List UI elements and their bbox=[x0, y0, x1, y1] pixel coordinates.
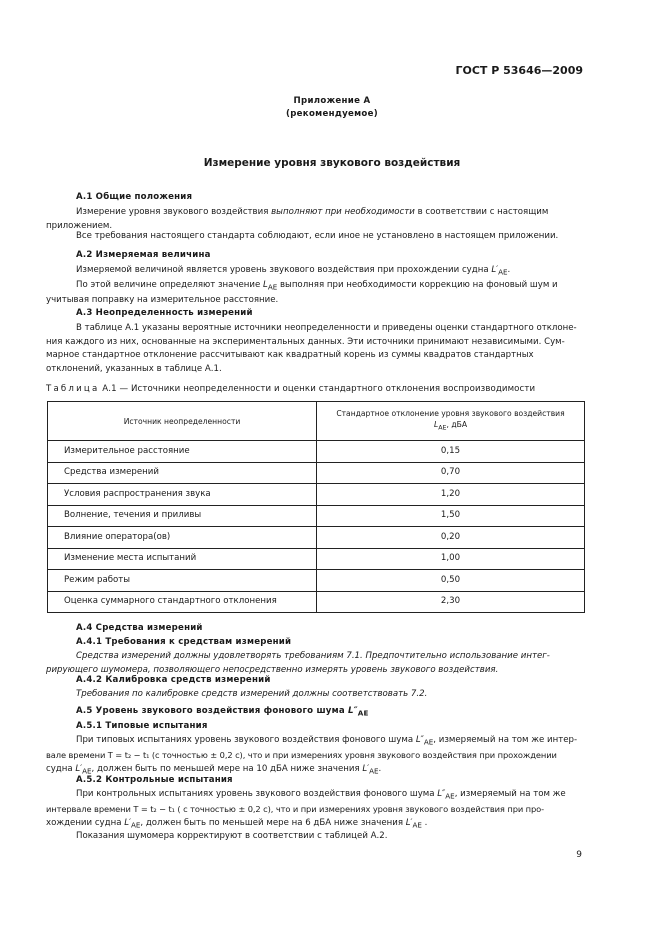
text-run: судна bbox=[46, 763, 76, 774]
subscript: AE bbox=[267, 282, 278, 292]
cell-source: Волнение, течения и приливы bbox=[48, 505, 317, 527]
table-caption bbox=[46, 383, 535, 397]
subscript: AE bbox=[369, 766, 379, 776]
closing-paragraph: Показания шумомера корректируют в соответствии с таблицей А.2. bbox=[76, 831, 388, 841]
uncertainty-table bbox=[47, 401, 585, 613]
caption-text: А.1 — Источники неопределенности и оценки стандартного отклонения воспроизводимости bbox=[99, 384, 536, 394]
cell-source: Измерительное расстояние bbox=[48, 441, 317, 463]
text-run: выполняют при необходимости bbox=[271, 207, 415, 217]
section-a5-2-heading: А.5.2 Контрольные испытания bbox=[76, 775, 233, 785]
text-run: приложением. bbox=[46, 220, 113, 231]
text-run: в соответствии с настоящим bbox=[414, 207, 549, 217]
symbol: L bbox=[433, 420, 439, 430]
table-row bbox=[48, 505, 585, 527]
text-run: , должен быть по меньшей мере на 6 дБА ниже значения bbox=[140, 817, 406, 828]
text-line: Средства измерений должны удовлетворять требованиям 7.1. Предпочтительно использование интег- bbox=[76, 651, 550, 661]
cell-value: 1,50 bbox=[317, 505, 585, 527]
subscript: AE bbox=[445, 791, 455, 801]
cell-source: Изменение места испытаний bbox=[48, 548, 317, 570]
text-run: А.5 Уровень звукового воздействия фонового шума bbox=[76, 706, 349, 716]
subscript: AE bbox=[438, 424, 447, 432]
table-row bbox=[48, 591, 585, 613]
text-line: марное стандартное отклонение рассчитывают как квадратный корень из суммы квадратов стандартных bbox=[46, 350, 534, 360]
section-a4-2-paragraph: Требования по калибровке средств измерений должны соответствовать 7.2. bbox=[76, 689, 428, 699]
document-code: ГОСТ Р 53646—2009 bbox=[455, 64, 583, 77]
text-line: рирующего шумомера, позволяющего непосредственно измерять уровень звукового воздействия. bbox=[46, 664, 499, 675]
section-a4-1-heading: А.4.1 Требования к средствам измерений bbox=[76, 637, 292, 647]
page-title: Измерение уровня звукового воздействия bbox=[203, 157, 461, 169]
text-run: . bbox=[507, 265, 511, 275]
text-line: вале времени T = t₂ − t₁ (с точностью ± 0,2 с), что и при измерениях уровня звукового воздействия при прохождении bbox=[46, 750, 557, 761]
table-header-row bbox=[48, 402, 585, 441]
cell-value: 0,15 bbox=[317, 441, 585, 463]
unit: , дБА bbox=[446, 420, 468, 430]
cell-value: 1,00 bbox=[317, 548, 585, 570]
text-run: выполняя при необходимости коррекцию на фоновый шум и bbox=[277, 280, 558, 290]
subscript: AE bbox=[423, 737, 434, 747]
column-header-source: Источник неопределенности bbox=[48, 402, 317, 441]
text-run: По этой величине определяют значение bbox=[76, 280, 264, 290]
text-line: ния каждого из них, основанные на экспериментальных данных. Эти источники принимают независимыми. Сум- bbox=[46, 336, 565, 347]
symbol: L″ bbox=[437, 789, 446, 799]
caption-label: Таблица bbox=[46, 384, 100, 394]
text-run: При контрольных испытаниях уровень звукового воздействия фонового шума bbox=[76, 789, 438, 799]
header-text: Стандартное отклонение уровня звукового воздействия bbox=[336, 409, 565, 419]
text-line: отклонений, указанных в таблице А.1. bbox=[46, 363, 222, 374]
text-run: . bbox=[421, 817, 428, 828]
subscript: AE bbox=[130, 820, 141, 830]
symbol: L″ bbox=[348, 706, 358, 716]
table-row bbox=[48, 484, 585, 506]
text-run: хождении судна bbox=[46, 817, 125, 828]
text-run: Измерение уровня звукового воздействия bbox=[76, 207, 272, 217]
cell-source: Условия распространения звука bbox=[48, 484, 317, 506]
symbol: L″ bbox=[415, 735, 424, 745]
section-a5-2-paragraph bbox=[46, 788, 586, 832]
subscript: AE bbox=[412, 820, 422, 830]
text-run: При типовых испытаниях уровень звукового воздействия фонового шума bbox=[76, 735, 416, 745]
cell-value: 0,50 bbox=[317, 570, 585, 592]
cell-source: Режим работы bbox=[48, 570, 317, 592]
text-line: В таблице А.1 указаны вероятные источники неопределенности и приведены оценки стандартного отклоне- bbox=[76, 323, 577, 333]
section-a2-paragraph-1 bbox=[46, 264, 586, 279]
page-number: 9 bbox=[576, 850, 582, 860]
cell-value: 1,20 bbox=[317, 484, 585, 506]
appendix-title: Приложение А bbox=[293, 96, 371, 106]
table-row bbox=[48, 462, 585, 484]
section-a5-heading bbox=[76, 705, 369, 720]
text-run: учитывая поправку на измерительное расстояние. bbox=[46, 295, 279, 306]
section-a2-paragraph-2 bbox=[46, 279, 586, 308]
section-a3-heading: А.3 Неопределенность измерений bbox=[76, 308, 253, 318]
cell-value: 2,30 bbox=[317, 591, 585, 613]
symbol: L bbox=[263, 280, 268, 290]
section-a1-paragraph-2: Все требования настоящего стандарта соблюдают, если иное не установлено в настоящем приложении. bbox=[76, 231, 559, 241]
table-row bbox=[48, 570, 585, 592]
cell-source: Оценка суммарного стандартного отклонения bbox=[48, 591, 317, 613]
text-run: Измеряемой величиной является уровень звукового воздействия при прохождении судна bbox=[76, 265, 492, 275]
text-run: , измеряемый на том же bbox=[454, 789, 566, 799]
cell-value: 0,70 bbox=[317, 462, 585, 484]
section-a1-paragraph-1 bbox=[46, 206, 586, 233]
table-row bbox=[48, 527, 585, 549]
subscript: AE bbox=[498, 267, 508, 277]
symbol: L′ bbox=[405, 817, 413, 828]
section-a2-heading: А.2 Измеряемая величина bbox=[76, 250, 211, 260]
section-a5-1-paragraph bbox=[46, 734, 586, 778]
text-line: интервале времени T = t₂ − t₁ ( с точностью ± 0,2 с), что и при измерениях уровня звукового воздействия при про- bbox=[46, 804, 545, 815]
text-run: , измеряемый на том же интер- bbox=[433, 735, 578, 745]
symbol: L′ bbox=[124, 817, 131, 828]
section-a3-paragraph bbox=[46, 322, 586, 376]
text-run: , должен быть по меньшей мере на 10 дБА ниже значения bbox=[91, 763, 363, 774]
section-a4-heading: А.4 Средства измерений bbox=[76, 623, 203, 633]
cell-source: Влияние оператора(ов) bbox=[48, 527, 317, 549]
appendix-status: (рекомендуемое) bbox=[286, 109, 378, 119]
table-row bbox=[48, 441, 585, 463]
text-run: . bbox=[378, 763, 382, 774]
section-a4-1-paragraph bbox=[46, 650, 586, 677]
symbol: L′ bbox=[491, 265, 499, 275]
table-row bbox=[48, 548, 585, 570]
cell-value: 0,20 bbox=[317, 527, 585, 549]
section-a4-2-heading: А.4.2 Калибровка средств измерений bbox=[76, 675, 271, 685]
cell-source: Средства измерений bbox=[48, 462, 317, 484]
section-a1-heading: А.1 Общие положения bbox=[76, 192, 193, 202]
symbol: L′ bbox=[362, 763, 370, 774]
section-a5-1-heading: А.5.1 Типовые испытания bbox=[76, 721, 208, 731]
symbol: L′ bbox=[75, 763, 83, 774]
subscript: AE bbox=[357, 708, 369, 718]
column-header-std-deviation bbox=[317, 402, 585, 441]
subscript: AE bbox=[82, 766, 92, 776]
